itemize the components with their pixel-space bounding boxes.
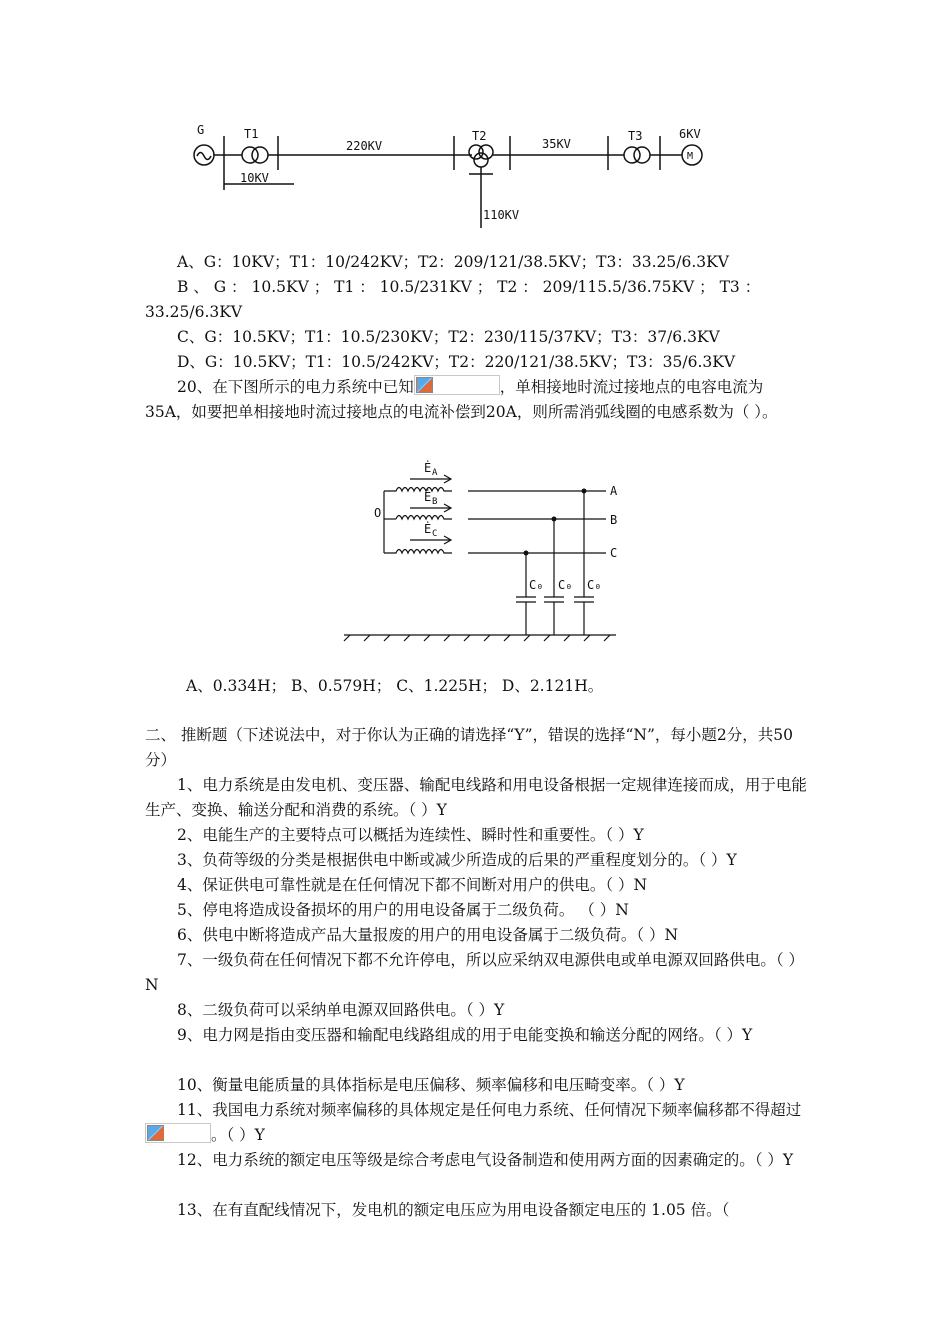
judge-item-2: 2、电能生产的主要特点可以概括为连续性、瞬时性和重要性。（ ）Y [177,826,644,844]
question-20 [145,375,807,425]
label-t2: T2 [472,129,487,143]
power-system-diagram [180,118,720,230]
judge-item-7: 7、一级负荷在任何情况下都不允许停电，所以应采纳双电源供电或单电源双回路供电。（ ）N [145,951,805,994]
judge-item-11 [145,1098,807,1148]
coil-c [384,550,452,554]
judge-item-13: 13、在有直配线情况下，发电机的额定电压应为用电设备额定电压的 1.05 倍。（ [177,1201,730,1219]
label-c0-3: C₀ [587,578,602,592]
judge-item-1: 1、电力系统是由发电机、变压器、输配电线路和用电设备根据一定规律连接而成，用于电能生产、变换、输送分配和消费的系统。（ ）Y [145,776,807,819]
judge-item-6: 6、供电中断将造成产品大量报废的用户的用电设备属于二级负荷。（ ）N [177,926,679,944]
item11-text-after: 。（ ）Y [211,1126,265,1144]
q20-options: A、0.334H； B、0.579H； C、1.225H； D、2.121H。 [186,677,604,695]
label-phase-b: B [610,513,618,527]
label-o: O [374,506,382,520]
label-phase-a: A [610,484,618,498]
judge-item-10: 10、衡量电能质量的具体指标是电压偏移、频率偏移和电压畸变率。（ ）Y [177,1076,685,1094]
q20-text-after: ，单相接地时流过接地点的电容电流为35A，如要把单相接地时流过接地点的电流补偿到20A，则所需消弧线圈的电感系数为（ ）。 [145,378,778,421]
label-eb-sub: B [432,497,438,507]
label-t3: T3 [628,129,643,143]
judge-item-12: 12、电力系统的额定电压等级是综合考虑电气设备制造和使用两方面的因素确定的。（ ）Y [177,1151,794,1169]
transformer-t1 [242,147,258,163]
label-110kv: 110KV [483,208,520,222]
transformer-t3 [624,147,640,163]
q19-option-b-line1: B 、 G ： 10.5KV ； T1 ： 10.5/231KV ； T2 ： 209/115.5/36.75KV ； T3 ： [177,278,761,296]
label-g: G [197,123,205,137]
label-c0-2: C₀ [558,578,573,592]
broken-image-icon [414,375,500,395]
q19-option-c: C、G：10.5KV；T1：10.5/230KV；T2：230/115/37KV；T3：37/6.3KV [177,328,720,346]
broken-image-icon [145,1123,211,1143]
label-ea: Ė [424,461,432,475]
label-220kv: 220KV [346,139,383,153]
judge-item-8: 8、二级负荷可以采纳单电源双回路供电。（ ）Y [177,1001,505,1019]
label-6kv: 6KV [679,127,701,141]
q19-option-d: D、G：10.5KV；T1：10.5/242KV；T2：220/121/38.5KV；T3：35/6.3KV [177,353,736,371]
judge-item-9: 9、电力网是指由变压器和输配电线路组成的用于电能变换和输送分配的网络。（ ）Y [177,1026,753,1044]
label-c0-1: C₀ [529,578,544,592]
label-ea-sub: A [432,468,438,478]
section2-title: 二、 推断题（下述说法中，对于你认为正确的请选择“Y”，错误的选择“N”，每小题2分，共50分） [145,726,794,769]
q19-option-a: A、G：10KV；T1：10/242KV；T2：209/121/38.5KV；T3：33.25/6.3KV [177,253,729,271]
q19-option-b-line2: 33.25/6.3KV [145,303,243,321]
label-35kv: 35KV [542,137,571,151]
grounding-circuit-diagram [340,455,640,647]
label-phase-c: C [610,546,618,560]
judge-item-3: 3、负荷等级的分类是根据供电中断或减少所造成的后果的严重程度划分的。（ ）Y [177,851,737,869]
label-10kv: 10KV [240,171,269,185]
item11-text-before: 11、我国电力系统对频率偏移的具体规定是任何电力系统、任何情况下频率偏移都不得超过 [177,1101,802,1119]
label-ec-sub: C [432,529,438,539]
judge-item-5: 5、停电将造成设备损坏的用户的用电设备属于二级负荷。 （ ）N [177,901,629,919]
judge-item-4: 4、保证供电可靠性就是在任何情况下都不间断对用户的供电。（ ）N [177,876,648,894]
label-ec: Ė [424,522,432,536]
label-t1: T1 [244,127,259,141]
coil-b [396,516,452,520]
label-eb: Ė [424,490,432,504]
label-m: M [687,151,694,162]
coil-a [384,488,452,492]
q20-text-before: 20、在下图所示的电力系统中已知 [177,378,414,396]
